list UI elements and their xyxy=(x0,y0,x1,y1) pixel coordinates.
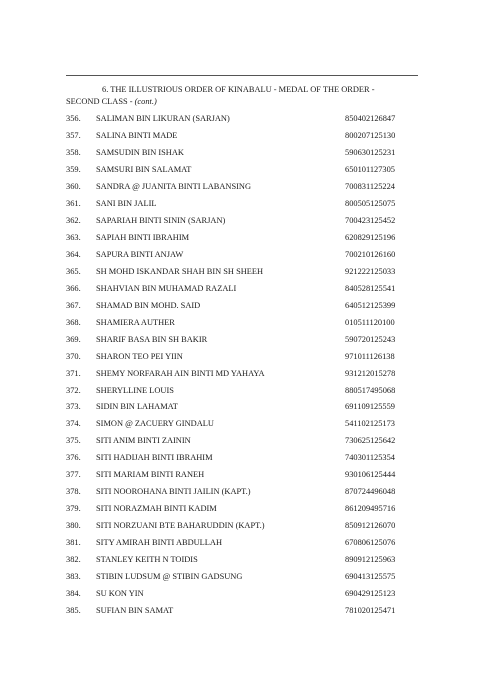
ic-number: 730625125642 xyxy=(345,436,396,446)
section-heading xyxy=(66,84,422,108)
ic-number: 590630125231 xyxy=(345,147,396,157)
recipient-name: SAMSUDIN BIN ISHAK xyxy=(96,147,184,157)
row-number: 378. xyxy=(66,487,81,497)
list-item xyxy=(66,483,422,500)
list-item xyxy=(66,551,422,568)
ic-number: 880517495068 xyxy=(345,385,396,395)
ic-number: 850402126847 xyxy=(345,114,396,123)
ic-number: 620829125196 xyxy=(345,232,396,242)
ic-number: 690413125575 xyxy=(345,572,396,582)
section-heading-line1: 6. THE ILLUSTRIOUS ORDER OF KINABALU - MEDAL OF THE ORDER - xyxy=(102,85,375,94)
recipient-name: SALIMAN BIN LIKURAN (SARJAN) xyxy=(96,114,230,123)
row-number: 375. xyxy=(66,436,81,446)
recipient-name: SHAMAD BIN MOHD. SAID xyxy=(96,300,201,310)
list-item xyxy=(66,466,422,483)
recipient-name: SIDIN BIN LAHAMAT xyxy=(96,402,178,412)
recipient-name: SUFIAN BIN SAMAT xyxy=(96,606,174,616)
list-item xyxy=(66,348,422,365)
ic-number: 650101127305 xyxy=(345,164,395,174)
list-item xyxy=(66,449,422,466)
recipient-name: SHAMIERA AUTHER xyxy=(96,317,175,327)
ic-number: 010511120100 xyxy=(345,317,395,327)
list-item xyxy=(66,195,422,212)
row-number: 380. xyxy=(66,521,81,531)
ic-number: 740301125354 xyxy=(345,453,395,463)
recipient-name: SAMSURI BIN SALAMAT xyxy=(96,164,192,174)
recipient-name: SHAHVIAN BIN MUHAMAD RAZALI xyxy=(96,283,237,293)
recipient-name: STIBIN LUDSUM @ STIBIN GADSUNG xyxy=(96,572,243,582)
list-item xyxy=(66,263,422,280)
recipient-name: SHEMY NORFARAH AIN BINTI MD YAHAYA xyxy=(96,368,265,378)
list-item xyxy=(66,280,422,297)
list-item xyxy=(66,602,422,619)
recipient-name: SANDRA @ JUANITA BINTI LABANSING xyxy=(96,181,252,191)
header-rule xyxy=(66,75,418,76)
row-number: 374. xyxy=(66,419,81,429)
recipient-name: STANLEY KEITH N TOIDIS xyxy=(96,555,198,565)
ic-number: 541102125173 xyxy=(345,419,395,429)
list-item xyxy=(66,144,422,161)
ic-number: 800505125075 xyxy=(345,198,396,208)
ic-number: 840528125541 xyxy=(345,283,396,293)
ic-number: 700831125224 xyxy=(345,181,395,191)
ic-number: 670806125076 xyxy=(345,538,396,548)
recipient-name: SITI HADIJAH BINTI IBRAHIM xyxy=(96,453,213,463)
row-number: 372. xyxy=(66,385,81,395)
list-item xyxy=(66,178,422,195)
ic-number: 691109125559 xyxy=(345,402,395,412)
recipient-name: SITI NORAZMAH BINTI KADIM xyxy=(96,504,217,514)
recipient-name: SITI ANIM BINTI ZAININ xyxy=(96,436,191,446)
ic-number: 921222125033 xyxy=(345,266,396,276)
ic-number: 931212015278 xyxy=(345,368,396,378)
row-number: 371. xyxy=(66,368,81,378)
recipient-name: SHARIF BASA BIN SH BAKIR xyxy=(96,334,208,344)
list-item xyxy=(66,585,422,602)
recipient-name: SITI NOOROHANA BINTI JAILIN (KAPT.) xyxy=(96,487,251,497)
ic-number: 861209495716 xyxy=(345,504,396,514)
ic-number: 700210126160 xyxy=(345,249,396,259)
row-number: 368. xyxy=(66,317,81,327)
list-item xyxy=(66,246,422,263)
ic-number: 971011126138 xyxy=(345,351,395,361)
ic-number: 870724496048 xyxy=(345,487,396,497)
row-number: 376. xyxy=(66,453,81,463)
recipient-name: SAPIAH BINTI IBRAHIM xyxy=(96,232,190,242)
row-number: 363. xyxy=(66,232,81,242)
recipient-name: SALINA BINTI MADE xyxy=(96,130,178,140)
ic-number: 850912126070 xyxy=(345,521,396,531)
row-number: 360. xyxy=(66,181,81,191)
recipient-list xyxy=(66,110,422,619)
row-number: 369. xyxy=(66,334,81,344)
row-number: 362. xyxy=(66,215,81,225)
ic-number: 890912125963 xyxy=(345,555,396,565)
recipient-name: SAPURA BINTI ANJAW xyxy=(96,249,184,259)
list-item xyxy=(66,110,422,127)
list-item xyxy=(66,382,422,399)
row-number: 364. xyxy=(66,249,81,259)
row-number: 370. xyxy=(66,351,81,361)
recipient-name: SHARON TEO PEI YIIN xyxy=(96,351,183,361)
recipient-name: SU KON YIN xyxy=(96,589,144,599)
ic-number: 590720125243 xyxy=(345,334,396,344)
row-number: 385. xyxy=(66,606,81,616)
list-item xyxy=(66,517,422,534)
list-item xyxy=(66,331,422,348)
list-item xyxy=(66,161,422,178)
row-number: 359. xyxy=(66,164,81,174)
row-number: 382. xyxy=(66,555,81,565)
list-item xyxy=(66,212,422,229)
row-number: 379. xyxy=(66,504,81,514)
recipient-name: SH MOHD ISKANDAR SHAH BIN SH SHEEH xyxy=(96,266,264,276)
section-heading-line2-text: SECOND CLASS - xyxy=(66,97,135,106)
list-item xyxy=(66,229,422,246)
list-item xyxy=(66,432,422,449)
continued-note: (cont.) xyxy=(134,97,157,106)
row-number: 356. xyxy=(66,114,81,123)
recipient-name: SITY AMIRAH BINTI ABDULLAH xyxy=(96,538,223,548)
list-item xyxy=(66,365,422,382)
list-item xyxy=(66,534,422,551)
recipient-name: SAPARIAH BINTI SININ (SARJAN) xyxy=(96,215,226,225)
row-number: 366. xyxy=(66,283,81,293)
row-number: 383. xyxy=(66,572,81,582)
ic-number: 690429125123 xyxy=(345,589,396,599)
ic-number: 781020125471 xyxy=(345,606,396,616)
row-number: 377. xyxy=(66,470,81,480)
row-number: 357. xyxy=(66,130,81,140)
ic-number: 640512125399 xyxy=(345,300,396,310)
list-item xyxy=(66,398,422,415)
recipient-name: SANI BIN JALIL xyxy=(96,198,157,208)
row-number: 361. xyxy=(66,198,81,208)
recipient-name: SITI NORZUANI BTE BAHARUDDIN (KAPT.) xyxy=(96,521,265,531)
list-item xyxy=(66,297,422,314)
row-number: 367. xyxy=(66,300,81,310)
ic-number: 700423125452 xyxy=(345,215,396,225)
row-number: 373. xyxy=(66,402,81,412)
row-number: 365. xyxy=(66,266,81,276)
recipient-name: SITI MARIAM BINTI RANEH xyxy=(96,470,205,480)
list-item xyxy=(66,500,422,517)
row-number: 381. xyxy=(66,538,81,548)
row-number: 384. xyxy=(66,589,81,599)
list-item xyxy=(66,568,422,585)
recipient-name: SIMON @ ZACUERY GINDALU xyxy=(96,419,214,429)
ic-number: 930106125444 xyxy=(345,470,396,480)
row-number: 358. xyxy=(66,147,81,157)
list-item xyxy=(66,314,422,331)
section-heading-line2 xyxy=(66,96,422,108)
ic-number: 800207125130 xyxy=(345,130,396,140)
list-item xyxy=(66,127,422,144)
recipient-name: SHERYLLINE LOUIS xyxy=(96,385,174,395)
list-item xyxy=(66,415,422,432)
